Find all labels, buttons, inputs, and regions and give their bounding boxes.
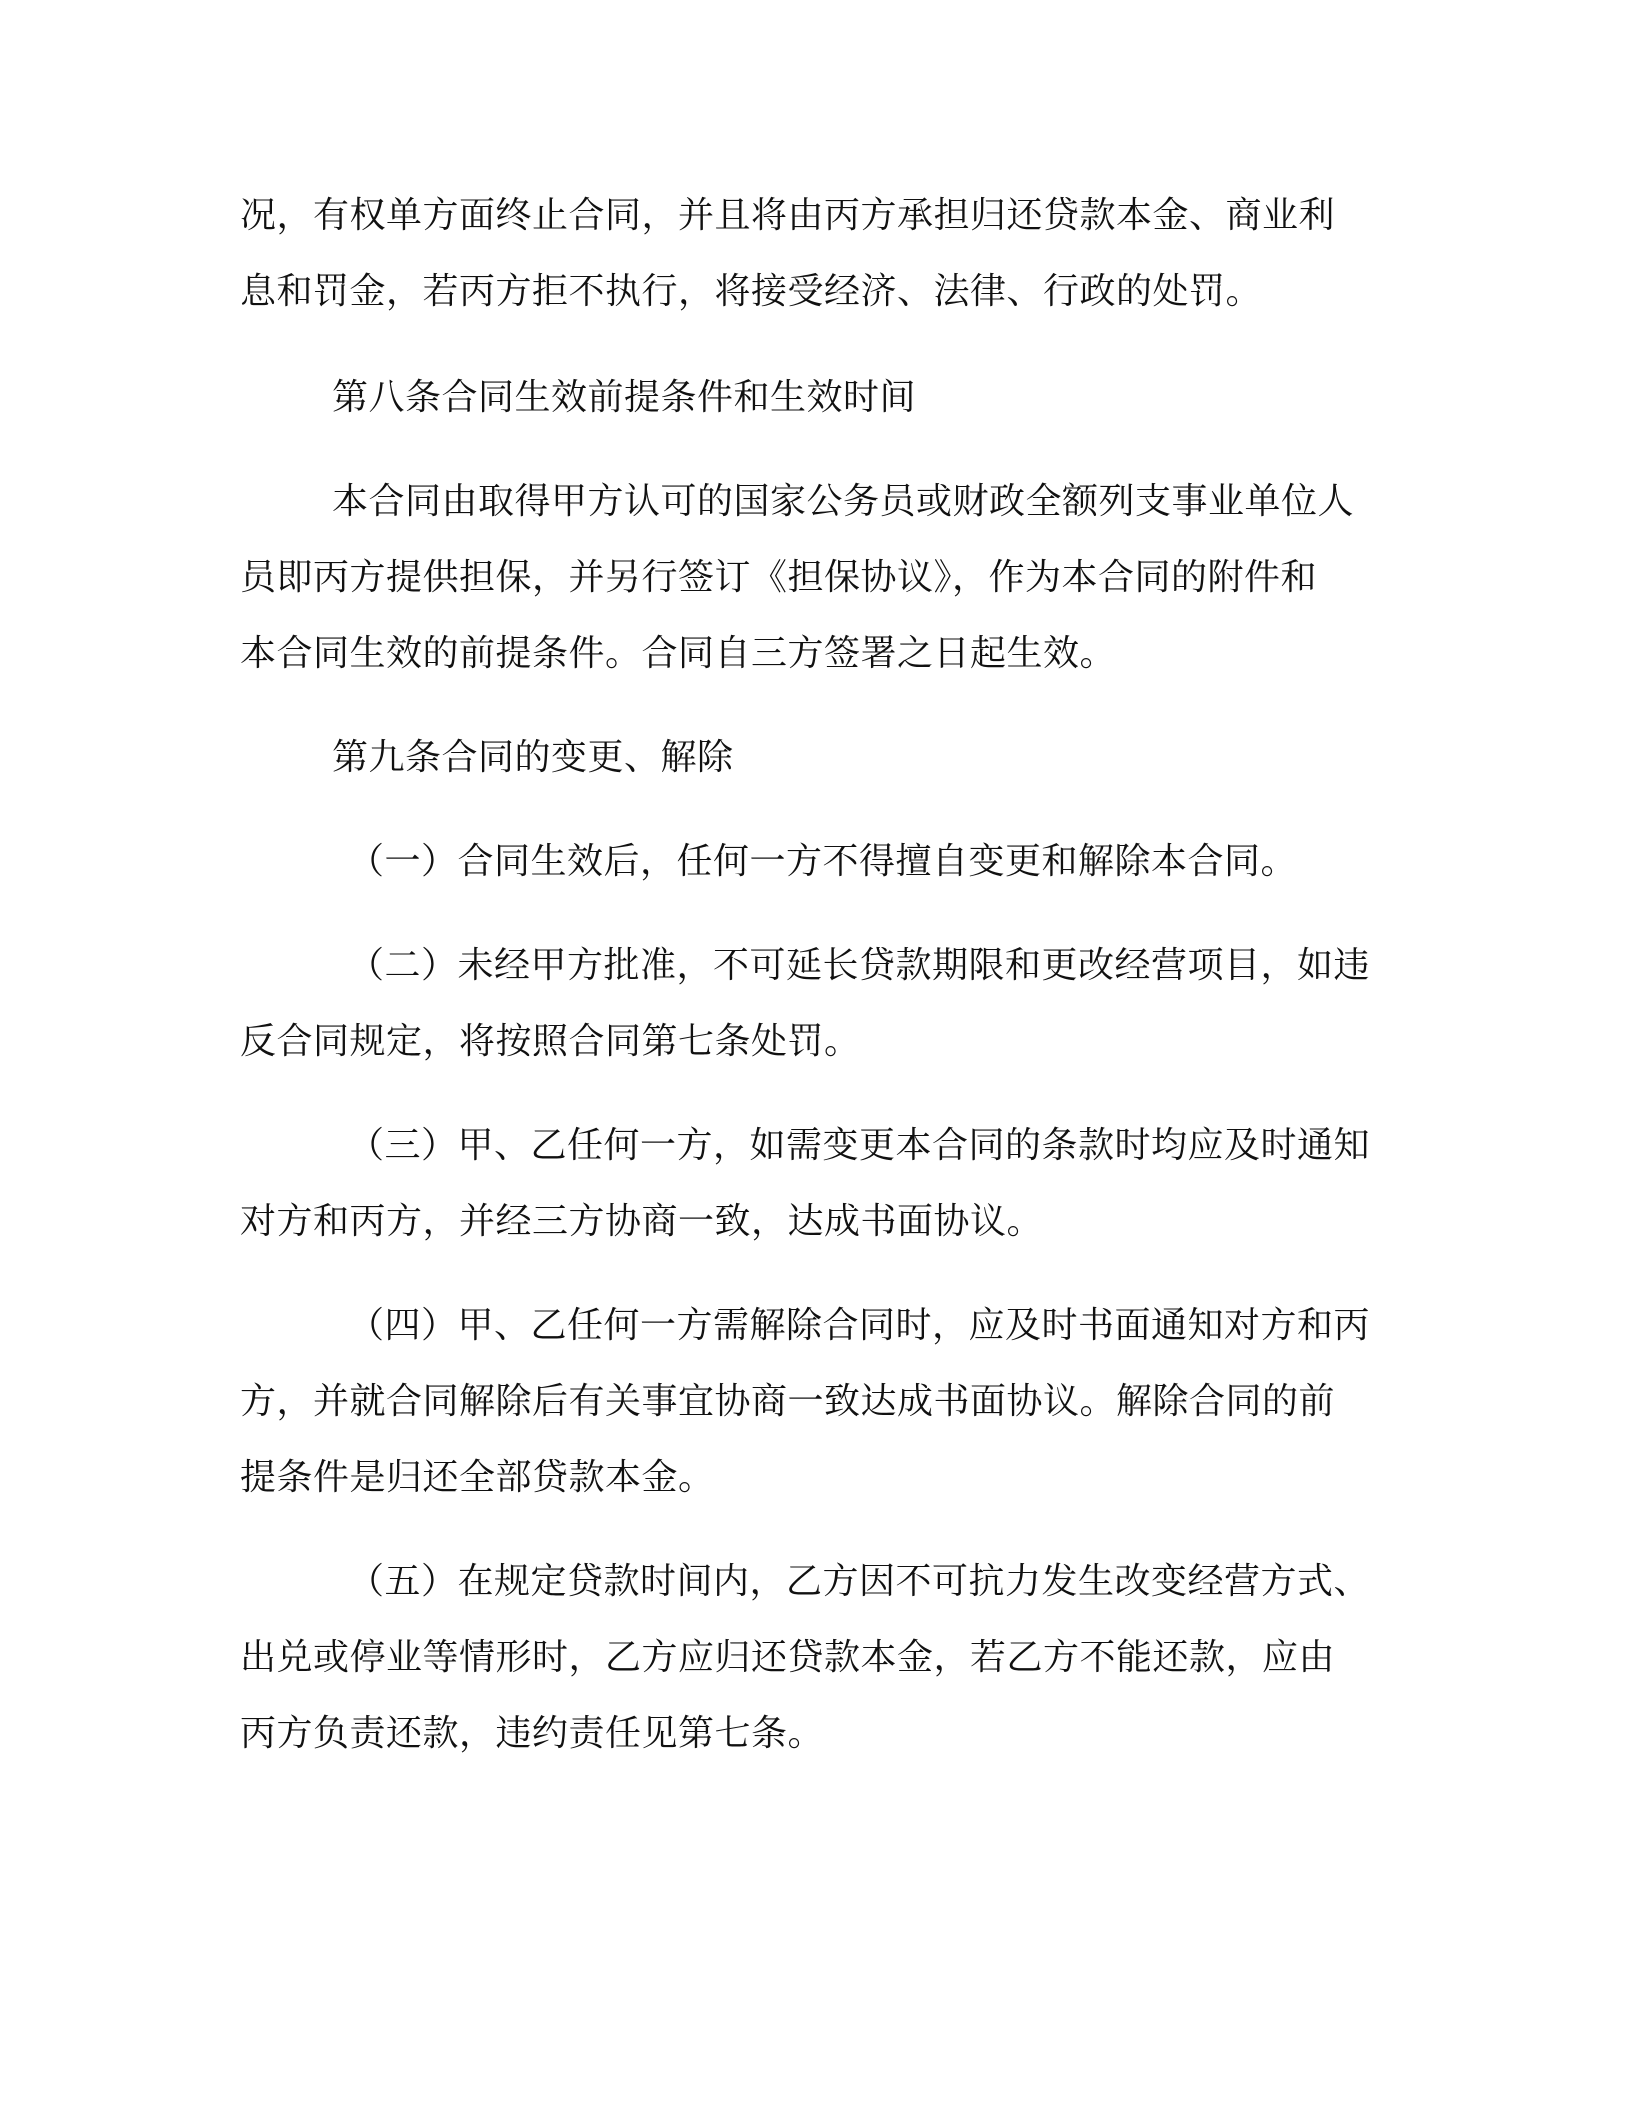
text-line: 丙方负责还款，违约责任见第七条。 [240, 1713, 825, 1754]
heading-text: 第八条合同生效前提条件和生效时间 [332, 377, 917, 418]
text-line: 本合同生效的前提条件。合同自三方签署之日起生效。 [240, 633, 1117, 674]
text-line: （四）甲、乙任何一方需解除合同时，应及时书面通知对方和丙 [348, 1305, 1371, 1346]
paragraph-continuation [240, 178, 1380, 330]
text-line: 反合同规定，将按照合同第七条处罚。 [240, 1021, 861, 1062]
text-line: 况，有权单方面终止合同，并且将由丙方承担归还贷款本金、商业利 [240, 195, 1336, 236]
text-line: （一）合同生效后，任何一方不得擅自变更和解除本合同。 [348, 841, 1298, 882]
clause-3 [240, 1108, 1380, 1260]
text-line: 息和罚金，若丙方拒不执行，将接受经济、法律、行政的处罚。 [240, 271, 1263, 312]
text-line: （三）甲、乙任何一方，如需变更本合同的条款时均应及时通知 [348, 1125, 1371, 1166]
text-line: 提条件是归还全部贷款本金。 [240, 1457, 715, 1498]
text-line: 本合同由取得甲方认可的国家公务员或财政全额列支事业单位人 [332, 481, 1355, 522]
text-line: 方，并就合同解除后有关事宜协商一致达成书面协议。解除合同的前 [240, 1381, 1336, 1422]
clause-5 [240, 1544, 1380, 1772]
paragraph-article-8 [240, 464, 1380, 692]
clause-4 [240, 1288, 1380, 1516]
text-line: 对方和丙方，并经三方协商一致，达成书面协议。 [240, 1201, 1044, 1242]
text-line: （二）未经甲方批准，不可延长贷款期限和更改经营项目，如违 [348, 945, 1371, 986]
article-heading-8 [240, 360, 1380, 436]
article-heading-9 [240, 720, 1380, 796]
text-line: 员即丙方提供担保，并另行签订《担保协议》，作为本合同的附件和 [240, 557, 1318, 598]
clause-2 [240, 928, 1380, 1080]
text-line: （五）在规定贷款时间内，乙方因不可抗力发生改变经营方式、 [348, 1561, 1371, 1602]
text-line: 出兑或停业等情形时，乙方应归还贷款本金，若乙方不能还款，应由 [240, 1637, 1336, 1678]
heading-text: 第九条合同的变更、解除 [332, 737, 734, 778]
clause-1 [240, 824, 1380, 900]
